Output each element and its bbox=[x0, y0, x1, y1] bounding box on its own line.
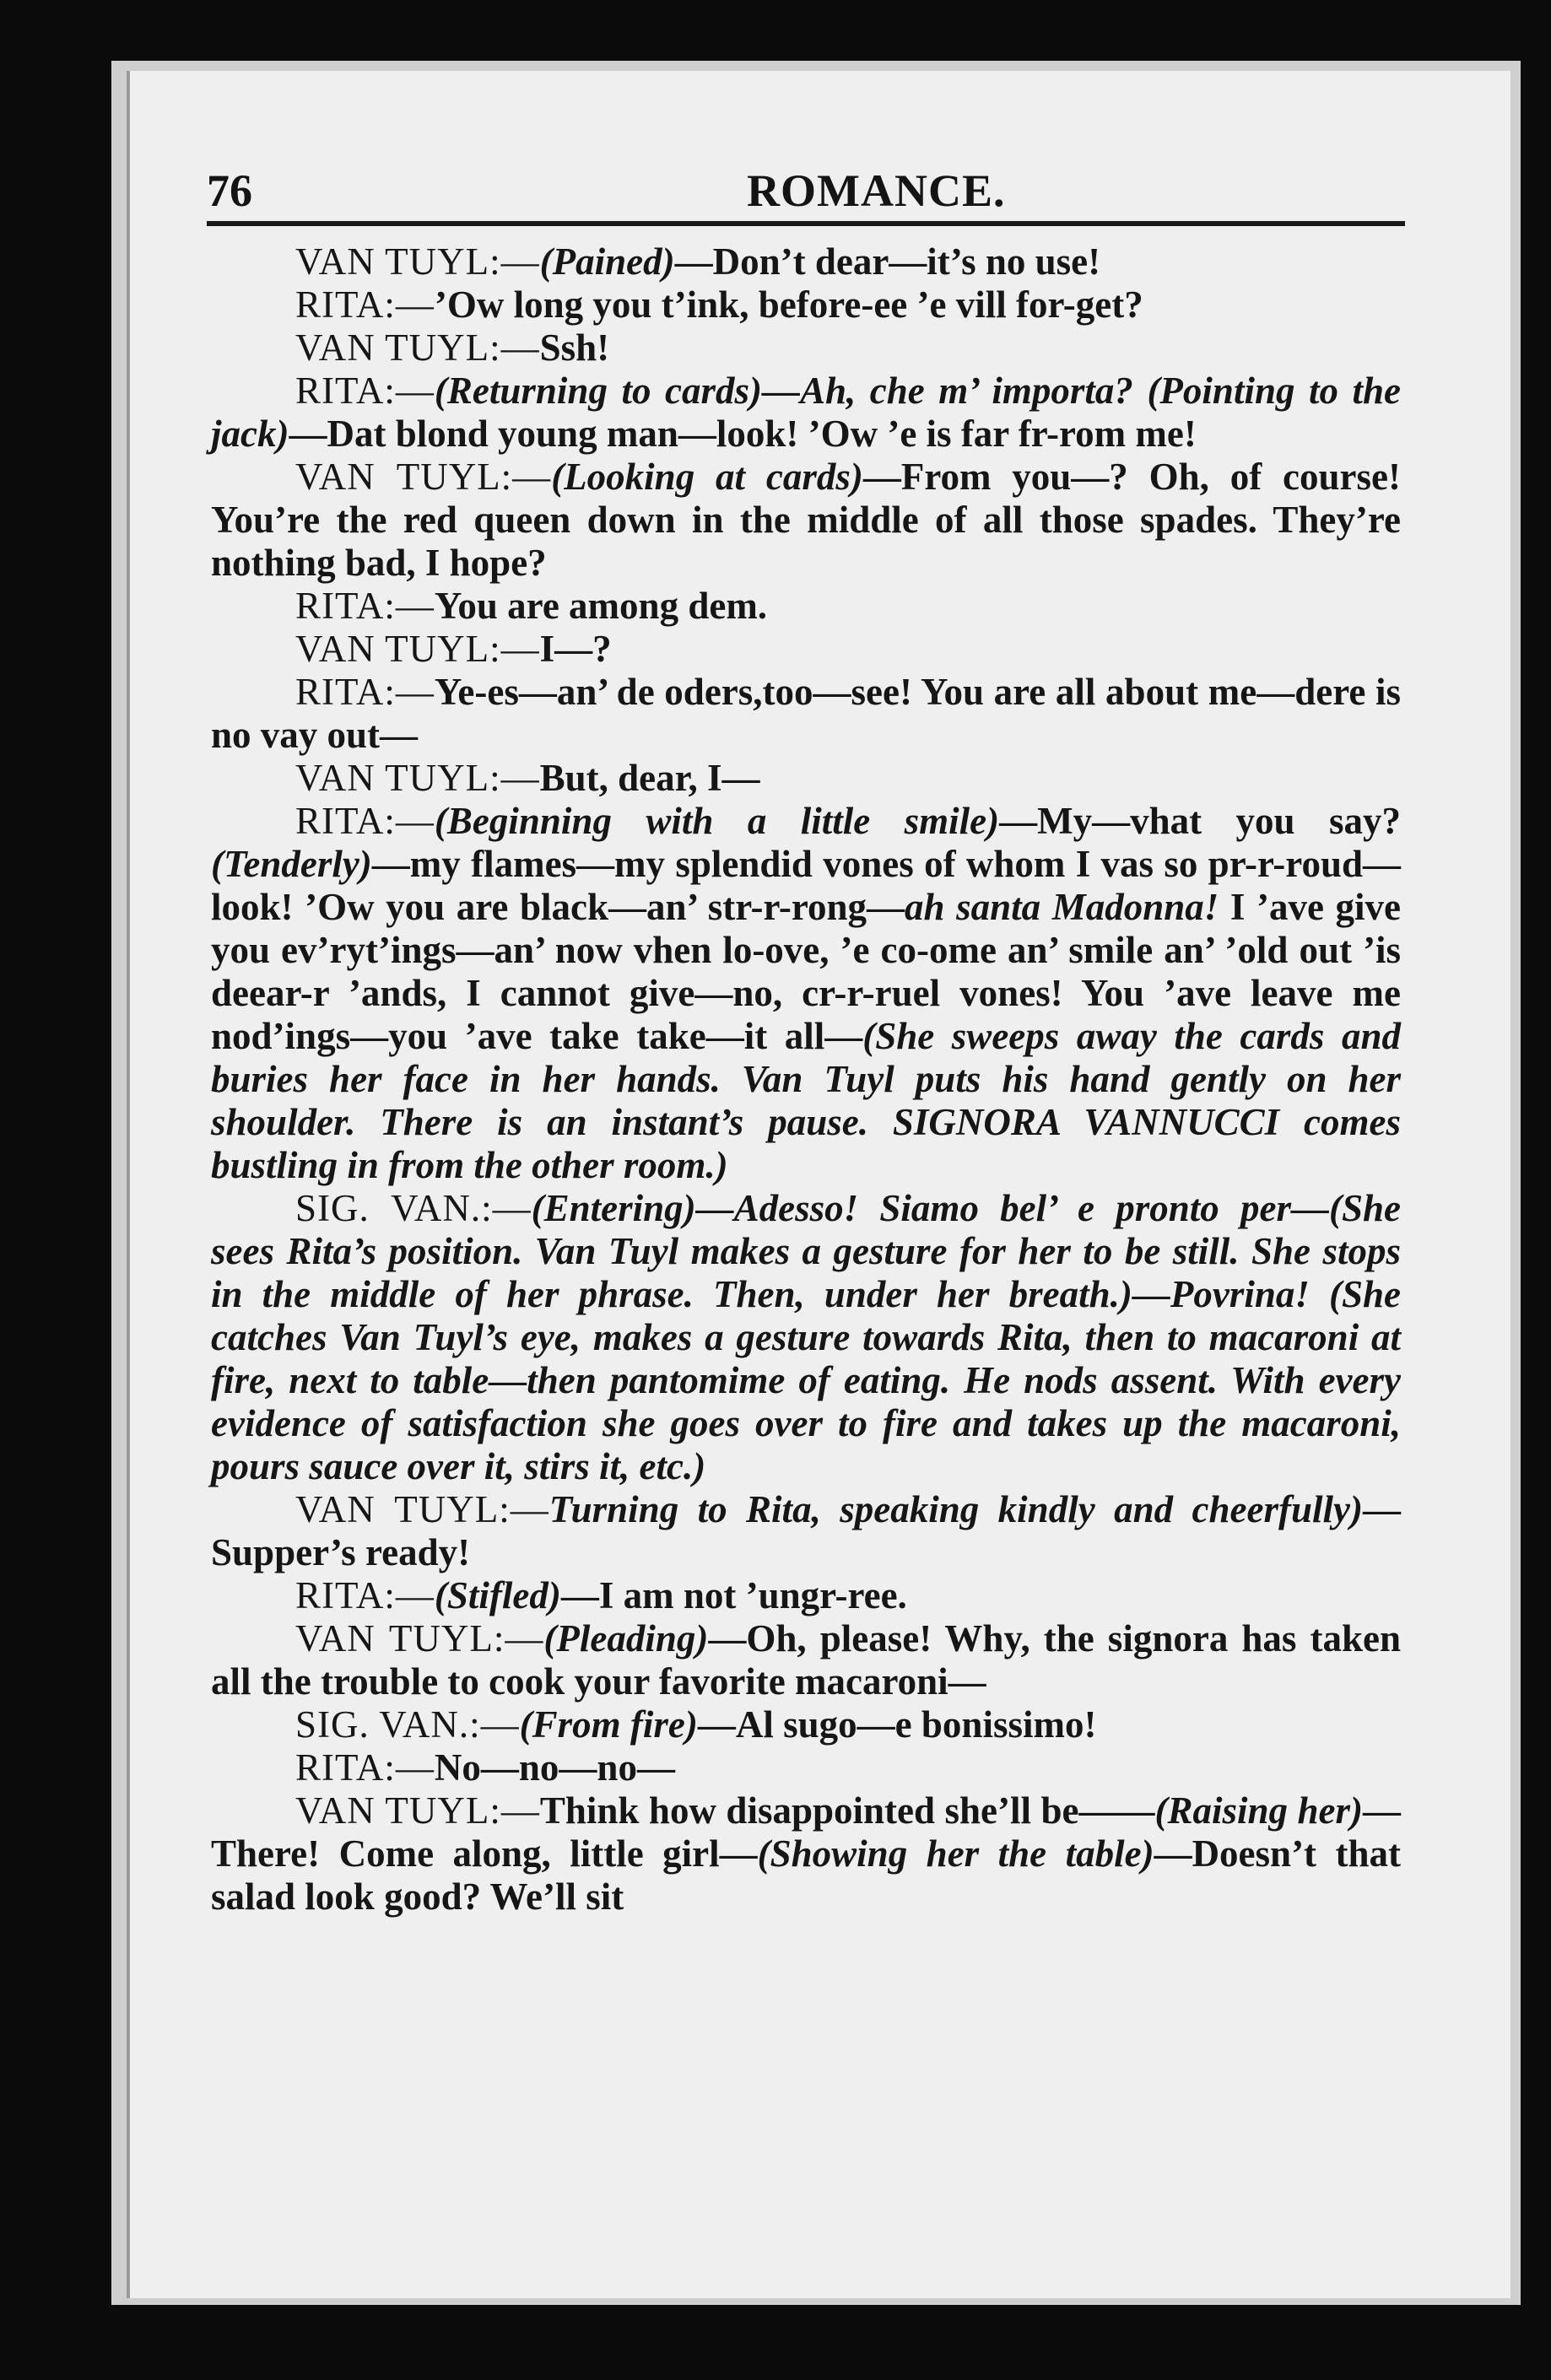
spoken-line: —My—vhat you say? bbox=[999, 800, 1401, 842]
spoken-line: Think how disappointed she’ll be—— bbox=[539, 1789, 1155, 1832]
stage-direction: (She sweeps away the cards and buries her face in her hands. Van Tuyl puts his hand gently on her shoulder. There is an instant’s pause. SIGNORA VANNUCCI comes bustling in from the other room.) bbox=[211, 1015, 1401, 1186]
speaker-name: RITA:— bbox=[295, 1746, 435, 1789]
stage-direction: ah santa Madonna! bbox=[905, 886, 1219, 928]
speaker-name: VAN TUYL:— bbox=[295, 327, 540, 369]
spoken-line: —Don’t dear—it’s no use! bbox=[674, 240, 1101, 283]
dialogue-paragraph bbox=[211, 1187, 1401, 1488]
dialogue-paragraph bbox=[211, 628, 1401, 671]
dialogue-paragraph bbox=[211, 757, 1401, 800]
stage-direction: Turning to Rita, speaking kindly and cheerfully) bbox=[549, 1488, 1363, 1530]
stage-direction: (Stifled) bbox=[434, 1574, 561, 1616]
header-rule bbox=[207, 221, 1405, 226]
dialogue-paragraph bbox=[211, 671, 1401, 757]
speaker-name: VAN TUYL:— bbox=[295, 240, 540, 283]
stage-direction: (Returning to cards)—Ah, che m’ importa? (Pointing to the jack) bbox=[211, 370, 1401, 455]
spoken-line: —From you—? Oh, of course! You’re the red queen down in the middle of all those spades. They’re nothing bad, I hope? bbox=[211, 456, 1401, 584]
stage-direction: (Raising her) bbox=[1154, 1789, 1364, 1832]
dialogue-paragraph bbox=[211, 1617, 1401, 1703]
spoken-line: —Oh, please! Why, the signora has taken all the trouble to cook your favorite macaroni— bbox=[211, 1617, 1401, 1703]
spoken-line: —Dat blond young man—look! ’Ow ’e is far fr-rom me! bbox=[289, 413, 1197, 455]
speaker-name: VAN TUYL:— bbox=[295, 757, 540, 799]
stage-direction: (Tenderly) bbox=[211, 843, 372, 885]
spoken-line: —Supper’s ready! bbox=[211, 1488, 1401, 1573]
speaker-name: VAN TUYL:— bbox=[295, 1488, 549, 1530]
spoken-line: Ye-es—an’ de oders,too—see! You are all about me—dere is no vay out— bbox=[211, 671, 1401, 756]
spoken-line: I ’ave give you ev’ryt’ings—an’ now vhen lo-ove, ’e co-ome an’ smile an’ ’old out ’is deear-r ’ands, I cannot give—no, cr-r-ruel vones! You ’ave leave me nod’ings—you ’ave take take—it all— bbox=[211, 886, 1402, 1057]
speaker-name: SIG. VAN.:— bbox=[295, 1187, 532, 1229]
speaker-name: RITA:— bbox=[295, 585, 435, 627]
stage-direction: (From fire) bbox=[519, 1703, 698, 1746]
spoken-line: You are among dem. bbox=[434, 585, 768, 627]
speaker-name: RITA:— bbox=[295, 1574, 435, 1616]
spoken-line: —Al sugo—e bonissimo! bbox=[697, 1703, 1097, 1746]
spoken-line: ’Ow long you t’ink, before-ee ’e vill for-get? bbox=[434, 283, 1143, 326]
page-number: 76 bbox=[207, 165, 252, 216]
dialogue-paragraph bbox=[211, 585, 1401, 628]
spoken-line: Ssh! bbox=[539, 327, 610, 369]
stage-direction: (Pleading) bbox=[543, 1617, 709, 1660]
spoken-line: —There! Come along, little girl— bbox=[211, 1789, 1402, 1875]
speaker-name: VAN TUYL:— bbox=[295, 456, 552, 498]
spoken-line: —my flames—my splendid vones of whom I vas so pr-r-roud—look! ’Ow you are black—an’ str-r-rong— bbox=[211, 843, 1401, 928]
stage-direction: (Pained) bbox=[539, 240, 675, 283]
stage-direction: (Entering)—Adesso! Siamo bel’ e pronto per—(She sees Rita’s position. Van Tuyl makes a gesture for her to be still. She stops in the middle of her phrase. Then, under her breath.)—Povrina! (She catches Van Tuyl’s eye, makes a gesture towards Rita, then to macaroni at fire, next to table—then pantomime of eating. He nods assent. With every evidence of satisfaction she goes over to fire and takes up the macaroni, pours sauce over it, stirs it, etc.) bbox=[211, 1187, 1401, 1487]
spoken-line: —Doesn’t that salad look good? We’ll sit bbox=[211, 1832, 1401, 1918]
stage-direction: (Showing her the table) bbox=[757, 1832, 1154, 1875]
speaker-name: RITA:— bbox=[295, 283, 435, 326]
dialogue-paragraph bbox=[211, 1789, 1401, 1919]
dialogue-paragraph bbox=[211, 240, 1401, 283]
dialogue-paragraph bbox=[211, 370, 1401, 456]
dialogue-paragraph bbox=[211, 800, 1401, 1187]
running-head: ROMANCE. bbox=[747, 165, 1006, 216]
dialogue-paragraph bbox=[211, 1746, 1401, 1789]
page-header bbox=[207, 165, 1405, 215]
speaker-name: VAN TUYL:— bbox=[295, 1617, 544, 1660]
spoken-line: I—? bbox=[539, 628, 612, 670]
spoken-line: —I am not ’ungr-ree. bbox=[560, 1574, 907, 1616]
spoken-line: But, dear, I— bbox=[539, 757, 760, 799]
dialogue-paragraph bbox=[211, 456, 1401, 585]
speaker-name: VAN TUYL:— bbox=[295, 1789, 540, 1832]
speaker-name: SIG. VAN.:— bbox=[295, 1703, 520, 1746]
dialogue-paragraph bbox=[211, 327, 1401, 370]
spoken-line: No—no—no— bbox=[434, 1746, 675, 1789]
speaker-name: VAN TUYL:— bbox=[295, 628, 540, 670]
dialogue-paragraph bbox=[211, 283, 1401, 327]
dialogue-paragraph bbox=[211, 1703, 1401, 1746]
play-text bbox=[211, 240, 1401, 1919]
speaker-name: RITA:— bbox=[295, 800, 435, 842]
dialogue-paragraph bbox=[211, 1574, 1401, 1617]
dialogue-paragraph bbox=[211, 1488, 1401, 1574]
speaker-name: RITA:— bbox=[295, 370, 435, 412]
stage-direction: (Beginning with a little smile) bbox=[434, 800, 1000, 842]
stage-direction: (Looking at cards) bbox=[551, 456, 863, 498]
speaker-name: RITA:— bbox=[295, 671, 435, 713]
